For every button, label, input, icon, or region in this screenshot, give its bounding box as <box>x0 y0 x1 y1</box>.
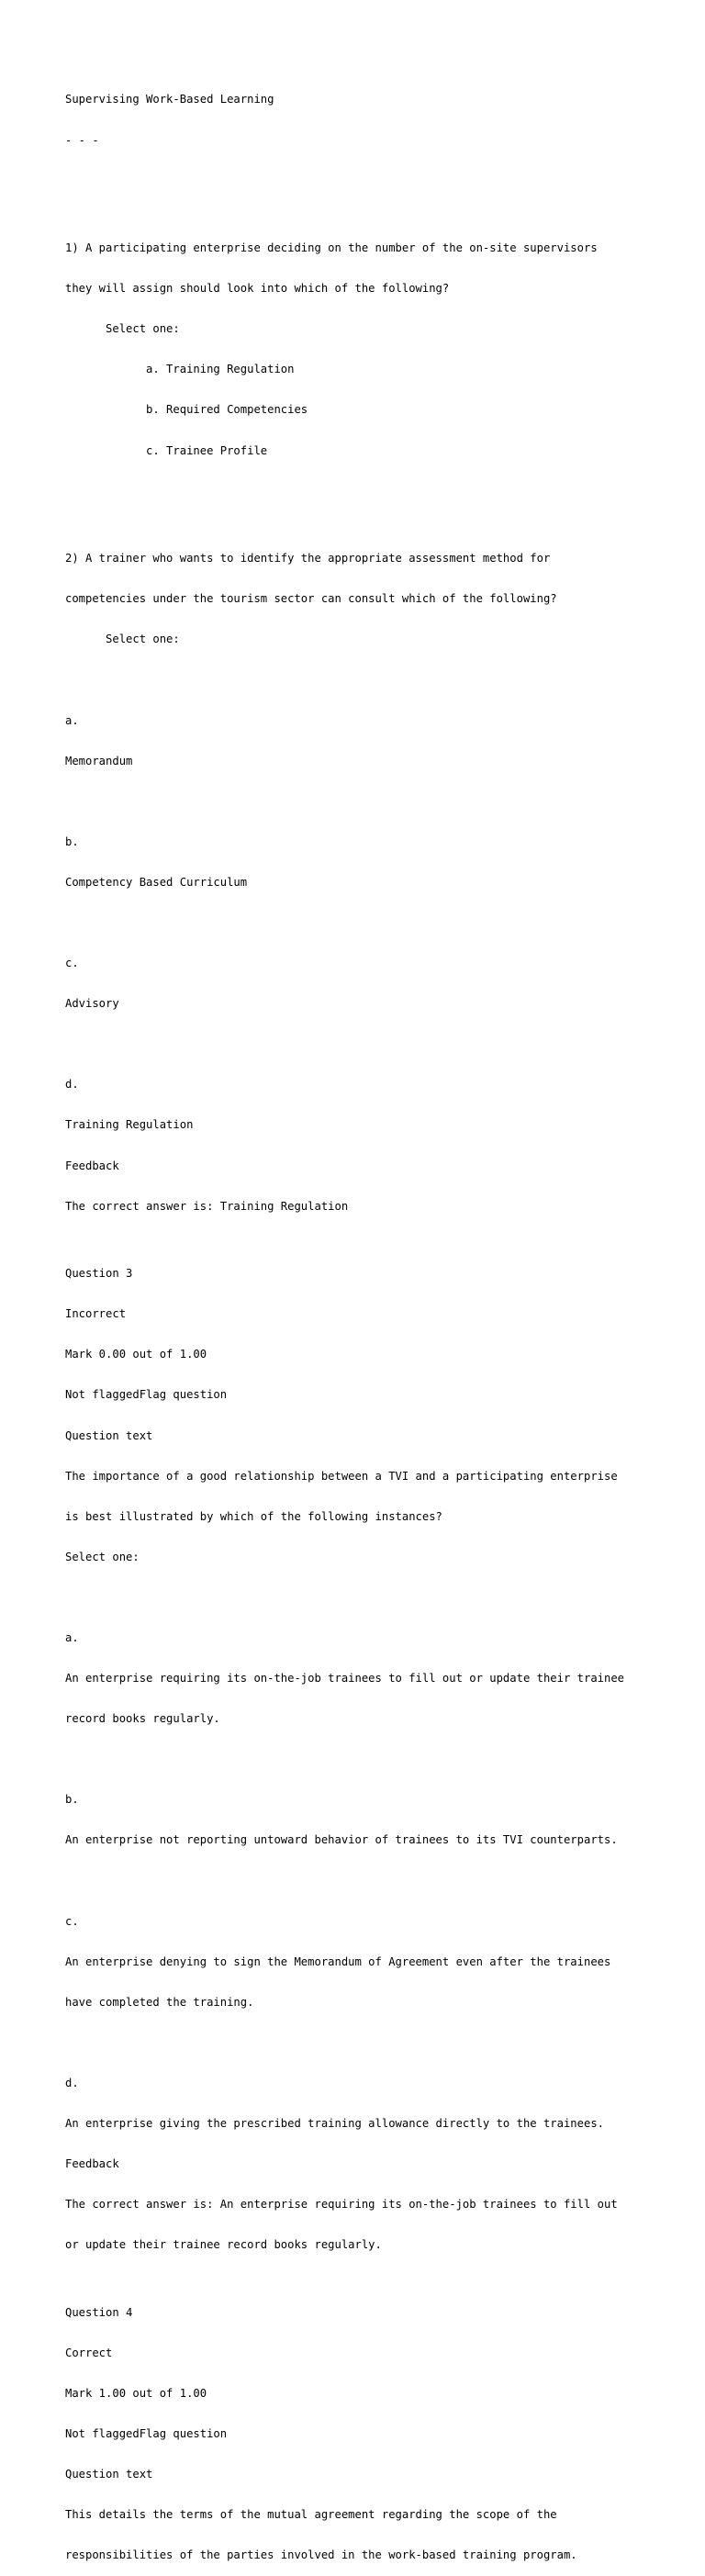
q3-mark: Mark 0.00 out of 1.00 <box>65 1348 207 1361</box>
q2-option-c-letter: c. <box>65 957 79 970</box>
spacer <box>65 1591 671 1605</box>
q1-option-b: b. Required Competencies <box>65 403 308 417</box>
q2-option-c-text: Advisory <box>65 997 119 1011</box>
q1-option-c: c. Trainee Profile <box>65 443 268 457</box>
q1-select-one: Select one: <box>65 322 180 336</box>
q2-feedback-label: Feedback <box>65 1159 119 1172</box>
q1-option-a: a. Training Regulation <box>65 363 295 376</box>
document-title: Supervising Work-Based Learning <box>65 93 274 106</box>
q2-option-d-text: Training Regulation <box>65 1118 194 1132</box>
q4-status: Correct <box>65 2346 113 2359</box>
spacer <box>65 485 671 498</box>
q4-text-line1: This details the terms of the mutual agreement regarding the scope of the <box>65 2508 557 2522</box>
q3-correct-line1: The correct answer is: An enterprise requiring its on-the-job trainees to fill out <box>65 2198 618 2212</box>
q3-option-a-letter: a. <box>65 1631 79 1644</box>
spacer <box>65 916 671 930</box>
spacer <box>65 174 671 188</box>
q2-correct-answer: The correct answer is: Training Regulation <box>65 1199 349 1213</box>
q4-flag: Not flaggedFlag question <box>65 2427 228 2441</box>
q1-text-line1: 1) A participating enterprise deciding on the number of the on-site supervisors <box>65 241 598 255</box>
q3-flag: Not flaggedFlag question <box>65 1388 228 1402</box>
q3-status: Incorrect <box>65 1307 127 1321</box>
separator: - - - <box>65 133 99 147</box>
spacer <box>65 2036 671 2050</box>
q2-option-b-text: Competency Based Curriculum <box>65 875 248 889</box>
q3-feedback-label: Feedback <box>65 2157 119 2171</box>
q3-option-c-letter: c. <box>65 1914 79 1928</box>
spacer <box>65 673 671 687</box>
q3-correct-line2: or update their trainee record books regularly. <box>65 2238 382 2252</box>
q3-text-line1: The importance of a good relationship between a TVI and a participating enterprise <box>65 1469 618 1483</box>
q4-question-text-label: Question text <box>65 2468 153 2481</box>
q2-option-b-letter: b. <box>65 834 79 848</box>
q2-option-a-letter: a. <box>65 713 79 727</box>
q3-option-c-line2: have completed the training. <box>65 1995 254 2009</box>
q3-question-text-label: Question text <box>65 1428 153 1442</box>
q3-option-a-line2: record books regularly. <box>65 1712 220 1726</box>
document-page <box>65 66 671 2576</box>
q2-option-d-letter: d. <box>65 1078 79 1092</box>
q3-number: Question 3 <box>65 1267 133 1281</box>
q4-number: Question 4 <box>65 2305 133 2319</box>
q3-option-d-line1: An enterprise giving the prescribed training allowance directly to the trainees. <box>65 2117 604 2131</box>
q2-option-a-text: Memorandum <box>65 754 133 767</box>
q2-text-line2: competencies under the tourism sector can consult which of the following? <box>65 592 557 606</box>
q3-option-c-line1: An enterprise denying to sign the Memorandum of Agreement even after the trainees <box>65 1954 611 1968</box>
q3-text-line2: is best illustrated by which of the following instances? <box>65 1509 442 1523</box>
q3-select-one: Select one: <box>65 1550 140 1563</box>
q2-text-line1: 2) A trainer who wants to identify the appropriate assessment method for <box>65 552 551 566</box>
spacer <box>65 1037 671 1051</box>
spacer <box>65 795 671 809</box>
q4-mark: Mark 1.00 out of 1.00 <box>65 2387 207 2401</box>
q3-option-b-line1: An enterprise not reporting untoward behavior of trainees to its TVI counterparts. <box>65 1833 618 1847</box>
q4-text-line2: responsibilities of the parties involved in the work-based training program. <box>65 2548 577 2562</box>
spacer <box>65 1753 671 1766</box>
spacer <box>65 1875 671 1888</box>
q3-option-d-letter: d. <box>65 2077 79 2090</box>
q2-select-one: Select one: <box>65 633 180 646</box>
q3-option-a-line1: An enterprise requiring its on-the-job trainees to fill out or update their trainee <box>65 1672 625 1686</box>
q3-option-b-letter: b. <box>65 1793 79 1807</box>
q1-text-line2: they will assign should look into which of the following? <box>65 282 450 296</box>
